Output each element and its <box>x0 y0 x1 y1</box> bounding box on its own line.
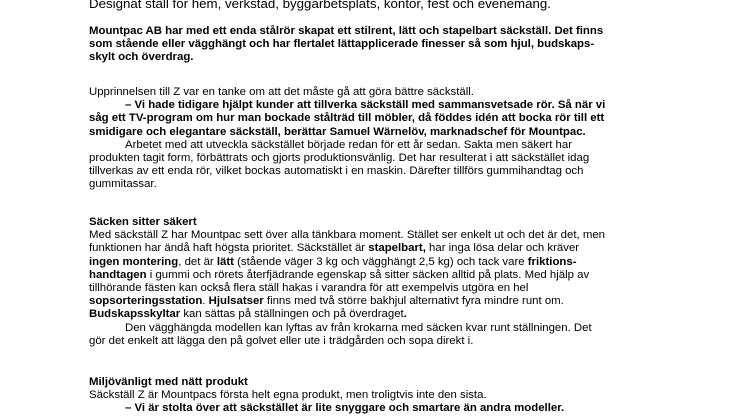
subtitle: Designat ställ för hem, verkstad, byggarbetsplats, kontor, fest och evenemang. <box>89 0 551 11</box>
highlight-light: lätt <box>216 255 234 268</box>
highlight-station: sopsorteringsstation <box>89 295 203 308</box>
eco-section <box>89 376 729 416</box>
body-line: ingen montering, det är lätt (stående väger 3 kg och vägghängt 2,5 kg) och tack vare friktions- <box>89 255 577 268</box>
body-line: gör det enkelt att lägga den på golvet eller ute i trädgården och sopa direkt i. <box>89 334 474 347</box>
quote-line: – Vi är stolta över att säckstället är lite snyggare och smartare än andra modeller. <box>125 402 565 415</box>
highlight-no-mounting: ingen montering <box>89 255 179 268</box>
work-line: produkten tagit form, förbättrats och gjorts produktionsvänlig. Det har resulterat i att säckstället idag <box>89 152 590 165</box>
lead-line: som stående eller vägghängt och har flertalet lättapplicerade finesser så som hjul, budskaps- <box>89 38 595 51</box>
lead-line: skylt och överdrag. <box>89 51 194 64</box>
quote-line: smidigare och elegantare säckställ, berättar Samuel Wärnelöv, marknadschef för Mountpac. <box>89 125 586 138</box>
work-line: Arbetet med att utveckla säckstället började redan för ett år sedan. Sakta men säkert har <box>125 138 572 151</box>
section-heading: Säcken sitter säkert <box>89 216 197 228</box>
body-line: sopsorteringsstation. Hjulsatser finns med två större bakhjul alternativt fyra mindre runt om. <box>89 295 564 308</box>
section-heading: Miljövänligt med nätt produkt <box>89 376 248 388</box>
highlight-handles: handtagen <box>89 268 147 281</box>
highlight-signs: Budskapsskyltar <box>89 308 181 321</box>
intro-section <box>89 86 729 192</box>
body-line: Budskapsskyltar kan sättas på ställningen och på överdraget. <box>89 308 407 321</box>
lead-paragraph <box>89 25 729 65</box>
body-line: Med säckställ Z har Mountpac sett över alla tänkbara moment. Stället ser enkelt ut och det är det, men <box>89 229 605 242</box>
work-line: tillverkas av ett enda rör, vilket bockas automatiskt i en maskin. Därefter tillförs gummihandtag och <box>89 165 584 178</box>
highlight-stapelbart: stapelbart, <box>368 242 426 255</box>
body-line: Säckställ Z är Mountpacs första helt egna produkt, men troligtvis inte den sista. <box>89 389 487 402</box>
body-line: handtagen i gummi och rörets återfjädrande egenskap så sitter säcken alltid på plats. Med hjälp av <box>89 268 590 281</box>
origin-line: Upprinnelsen till Z var en tanke om att det måste gå att göra bättre säckställ. <box>89 86 474 98</box>
quote-line: – Vi hade tidigare hjälpt kunder att tillverka säckställ med sammansvetsade rör. Så när vi <box>125 99 606 112</box>
body-line: funktionen har ändå haft högsta prioritet. Säckstället är stapelbart, har inga lösa delar och kräver <box>89 242 580 255</box>
work-line: gummitassar. <box>89 178 157 191</box>
highlight-wheels: Hjulsatser <box>208 295 264 308</box>
body-line: Den vägghängda modellen kan lyftas av från krokarna med säcken kvar runt ställningen. Det <box>125 321 592 334</box>
highlight-friction: friktions- <box>527 255 577 268</box>
quote-line: såg ett TV-program om hur man bockade stålträd till möbler, då föddes idén att bocka rör till ett <box>89 112 605 125</box>
lead-line: Mountpac AB har med ett enda stålrör skapat ett stilrent, lätt och stapelbart säckställ. Det finns <box>89 25 604 37</box>
body-line: tillhörande fästen kan också flera ställ hakas i varandra för att exempelvis utgöra en hel <box>89 282 529 295</box>
secure-section <box>89 216 729 348</box>
